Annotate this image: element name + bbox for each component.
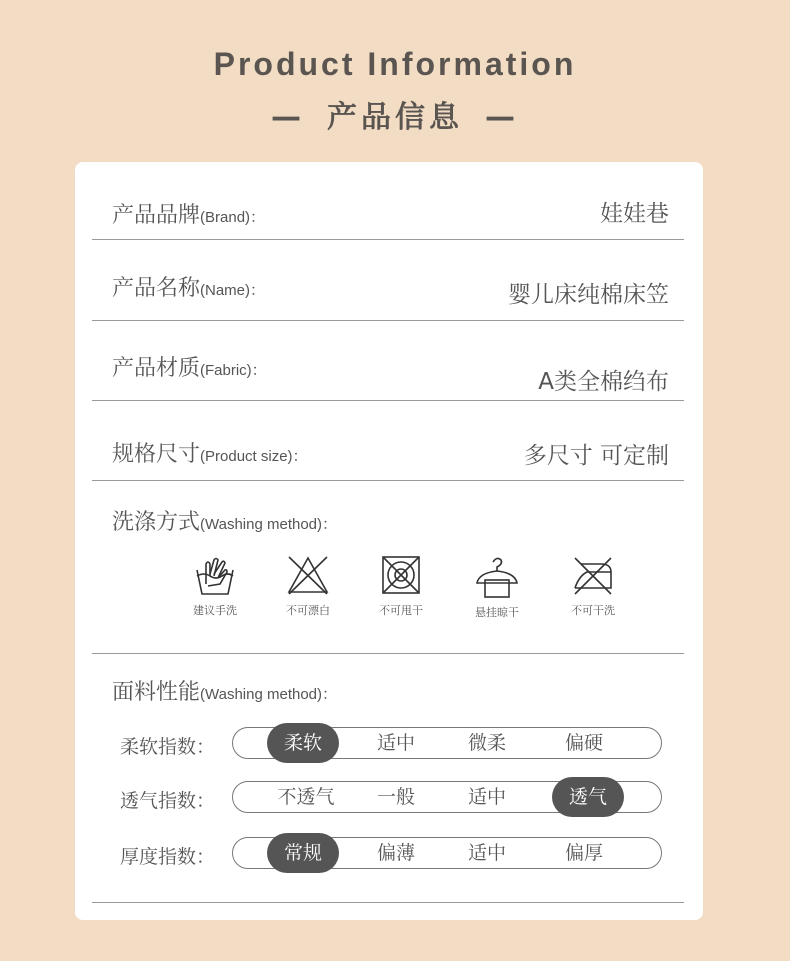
wash-item xyxy=(366,554,436,618)
softness-track xyxy=(232,727,662,759)
performance-label: 面料性能(Washing method)： xyxy=(112,680,338,705)
info-value: 娃娃巷 xyxy=(600,201,669,227)
thickness-track xyxy=(232,837,662,869)
info-row-brand xyxy=(92,162,684,240)
wash-caption: 不可甩干 xyxy=(379,604,423,617)
breathability-label: 透气指数： xyxy=(120,790,216,812)
softness-option[interactable]: 柔软 xyxy=(267,723,339,763)
breathability-option[interactable]: 透气 xyxy=(552,777,624,817)
wash-caption: 不可干洗 xyxy=(571,604,615,617)
softness-row xyxy=(112,727,672,761)
washing-label: 洗涤方式(Washing method)： xyxy=(112,510,338,535)
info-value: A类全棉绉布 xyxy=(538,369,669,395)
info-label: 产品名称(Name)： xyxy=(112,276,266,301)
info-row-name xyxy=(92,240,684,321)
thickness-option[interactable]: 适中 xyxy=(467,842,506,864)
thickness-option[interactable]: 偏薄 xyxy=(376,842,415,864)
title-cn-text: 产品信息 xyxy=(327,100,463,135)
page-title-cn xyxy=(0,92,790,136)
no-dry-clean-icon xyxy=(571,554,615,596)
wash-item xyxy=(180,554,250,618)
wash-item xyxy=(558,554,628,618)
info-card xyxy=(75,162,703,920)
page-title-en: Product Information xyxy=(213,46,577,82)
washing-icons xyxy=(180,554,640,624)
info-label: 规格尺寸(Product size)： xyxy=(112,442,308,467)
softness-option[interactable]: 偏硬 xyxy=(564,732,603,754)
info-label: 产品材质(Fabric)： xyxy=(112,356,267,381)
breathability-track xyxy=(232,781,662,813)
softness-label: 柔软指数： xyxy=(120,736,216,758)
breathability-option[interactable]: 一般 xyxy=(376,786,415,808)
no-tumble-dry-icon xyxy=(380,554,422,596)
wash-caption: 不可漂白 xyxy=(286,604,330,617)
info-value: 婴儿床纯棉床笠 xyxy=(508,282,669,308)
wash-item xyxy=(273,554,343,618)
info-row-fabric xyxy=(92,321,684,401)
breathability-row xyxy=(112,781,672,815)
breathability-option[interactable]: 适中 xyxy=(467,786,506,808)
hand-wash-icon xyxy=(194,554,236,596)
thickness-option[interactable]: 偏厚 xyxy=(564,842,603,864)
info-value: 多尺寸 可定制 xyxy=(523,443,669,469)
wash-caption: 建议手洗 xyxy=(193,604,237,617)
wash-item xyxy=(462,554,532,620)
hang-dry-icon xyxy=(475,554,519,598)
title-dash-right: — xyxy=(485,100,519,135)
wash-caption: 悬挂晾干 xyxy=(475,606,519,619)
thickness-option[interactable]: 常规 xyxy=(267,833,339,873)
no-bleach-icon xyxy=(287,554,329,596)
info-label: 产品品牌(Brand)： xyxy=(112,203,266,228)
thickness-label: 厚度指数： xyxy=(120,846,216,868)
title-dash-left: — xyxy=(271,100,305,135)
info-row-size xyxy=(92,401,684,481)
softness-option[interactable]: 适中 xyxy=(376,732,415,754)
breathability-option[interactable]: 不透气 xyxy=(277,786,335,808)
thickness-row xyxy=(112,837,672,871)
softness-option[interactable]: 微柔 xyxy=(467,732,506,754)
